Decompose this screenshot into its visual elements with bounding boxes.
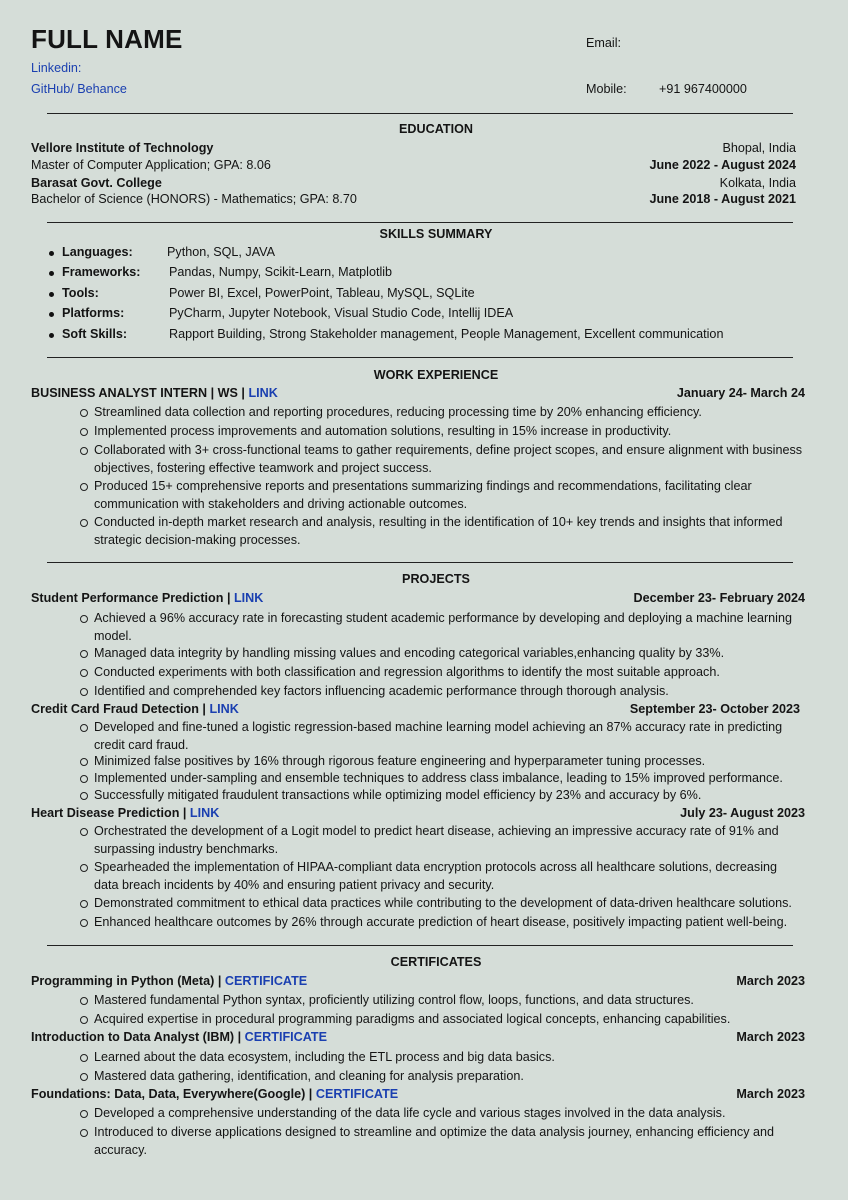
skill-label-platforms: Platforms: (62, 306, 125, 320)
education-degree: Master of Computer Application; GPA: 8.06 (31, 158, 271, 172)
list-item: Implemented under-sampling and ensemble techniques to address class imbalance, leading to 15% improved performance. (80, 770, 804, 788)
work-title: WORK EXPERIENCE (373, 368, 499, 382)
education-dates: June 2022 - August 2024 (649, 158, 796, 172)
bullet-dot-icon (49, 251, 54, 256)
list-item: Streamlined data collection and reporting procedures, reducing processing time by 20% enhancing efficiency. (80, 404, 804, 422)
work-role-text: BUSINESS ANALYST INTERN | WS | (31, 386, 249, 400)
education-dates: June 2018 - August 2021 (649, 192, 796, 206)
divider-work (47, 562, 793, 563)
skills-title: SKILLS SUMMARY (379, 227, 493, 241)
skill-value-frameworks: Pandas, Numpy, Scikit-Learn, Matplotlib (169, 265, 393, 279)
bullet-circle-icon (80, 1129, 88, 1137)
skill-value-languages: Python, SQL, JAVA (167, 245, 276, 259)
list-item: Spearheaded the implementation of HIPAA-compliant data encryption protocols across all healthcare solutions, decreasing data breach incidents by 40% and ensuring patient privacy and security. (80, 859, 804, 894)
list-item: Minimized false positives by 16% through rigorous feature engineering and hyperparameter tuning processes. (80, 753, 804, 771)
list-item: Acquired expertise in procedural programming paradigms and associated logical concepts, enhancing capabilities. (80, 1011, 804, 1029)
list-item: Implemented process improvements and automation solutions, resulting in 15% increase in productivity. (80, 423, 804, 441)
bullet-dot-icon (49, 312, 54, 317)
bullet-circle-icon (80, 900, 88, 908)
project-title: Credit Card Fraud Detection | LINK (31, 702, 239, 716)
project-link[interactable]: LINK (189, 806, 220, 820)
bullet-circle-icon (80, 758, 88, 766)
certificate-title: Introduction to Data Analyst (IBM) | CERTIFICATE (31, 1030, 327, 1044)
skill-label-tools: Tools: (62, 286, 99, 300)
project-dates: December 23- February 2024 (633, 591, 805, 605)
certificate-link[interactable]: CERTIFICATE (315, 1087, 399, 1101)
list-item: Successfully mitigated fraudulent transactions while optimizing model efficiency by 23% and accuracy by 6%. (80, 787, 804, 805)
list-item: Introduced to diverse applications designed to streamline and optimize the data analysis journey, enhancing efficiency and accuracy. (80, 1124, 804, 1159)
bullet-circle-icon (80, 1110, 88, 1118)
projects-title: PROJECTS (402, 572, 470, 586)
skill-label-languages: Languages: (62, 245, 133, 259)
bullet-circle-icon (80, 615, 88, 623)
bullet-circle-icon (80, 724, 88, 732)
work-role (31, 386, 278, 400)
skill-value-platforms: PyCharm, Jupyter Notebook, Visual Studio Code, Intellij IDEA (169, 306, 514, 320)
bullet-circle-icon (80, 483, 88, 491)
bullet-circle-icon (80, 1016, 88, 1024)
divider-projects (47, 945, 793, 946)
list-item: Conducted experiments with both classification and regression algorithms to identify the most suitable approach. (80, 664, 804, 682)
bullet-circle-icon (80, 1054, 88, 1062)
bullet-circle-icon (80, 1073, 88, 1081)
work-link[interactable]: LINK (248, 386, 278, 400)
education-degree: Bachelor of Science (HONORS) - Mathematics; GPA: 8.70 (31, 192, 357, 206)
skill-value-soft-skills: Rapport Building, Strong Stakeholder management, People Management, Excellent communication (169, 327, 724, 341)
certificate-title: Programming in Python (Meta) | CERTIFICATE (31, 974, 308, 988)
list-item: Learned about the data ecosystem, including the ETL process and big data basics. (80, 1049, 804, 1067)
list-item: Collaborated with 3+ cross-functional teams to gather requirements, define project scopes, and ensure alignment with business objectives, fostering effective teamwork and project success. (80, 442, 804, 477)
bullet-circle-icon (80, 828, 88, 836)
list-item: Identified and comprehended key factors influencing academic performance through thorough analysis. (80, 683, 804, 701)
mobile-value: +91 967400000 (659, 82, 747, 96)
project-link[interactable]: LINK (233, 591, 264, 605)
bullet-circle-icon (80, 775, 88, 783)
certificate-title: Foundations: Data, Data, Everywhere(Google) | CERTIFICATE (31, 1087, 399, 1101)
list-item: Achieved a 96% accuracy rate in forecasting student academic performance by developing and deploying a machine learning model. (80, 610, 804, 645)
divider-skills (47, 357, 793, 358)
certificate-dates: March 2023 (736, 1030, 805, 1044)
github-behance-link[interactable]: GitHub/ Behance (31, 82, 127, 96)
skill-label-frameworks: Frameworks: (62, 265, 141, 279)
list-item: Demonstrated commitment to ethical data practices while contributing to the development of data-driven healthcare solutions. (80, 895, 804, 913)
list-item: Enhanced healthcare outcomes by 26% through accurate prediction of heart disease, positively impacting patient well-being. (80, 914, 804, 932)
education-location: Kolkata, India (719, 176, 796, 190)
certificate-link[interactable]: CERTIFICATE (224, 974, 308, 988)
bullet-circle-icon (80, 428, 88, 436)
education-school: Barasat Govt. College (31, 176, 162, 190)
bullet-circle-icon (80, 688, 88, 696)
work-dates: January 24- March 24 (676, 386, 805, 400)
certificates-title: CERTIFICATES (390, 955, 482, 969)
list-item: Mastered fundamental Python syntax, proficiently utilizing control flow, loops, functions, and data structures. (80, 992, 804, 1010)
education-title: EDUCATION (399, 122, 473, 136)
full-name: FULL NAME (31, 24, 183, 54)
bullet-dot-icon (49, 271, 54, 276)
project-dates: September 23- October 2023 (629, 702, 800, 716)
bullet-circle-icon (80, 864, 88, 872)
bullet-dot-icon (49, 292, 54, 297)
bullet-dot-icon (49, 333, 54, 338)
education-location: Bhopal, India (722, 141, 796, 155)
list-item: Produced 15+ comprehensive reports and presentations summarizing findings and recommendations, facilitating clear communication with stakeholders and driving actionable outcomes. (80, 478, 804, 513)
bullet-circle-icon (80, 447, 88, 455)
project-title: Heart Disease Prediction | LINK (31, 806, 220, 820)
divider-header (47, 113, 793, 114)
bullet-circle-icon (80, 997, 88, 1005)
bullet-circle-icon (80, 919, 88, 927)
bullet-circle-icon (80, 669, 88, 677)
divider-education (47, 222, 793, 223)
project-title: Student Performance Prediction | LINK (31, 591, 264, 605)
bullet-circle-icon (80, 792, 88, 800)
project-dates: July 23- August 2023 (680, 806, 805, 820)
certificate-link[interactable]: CERTIFICATE (244, 1030, 327, 1044)
project-link[interactable]: LINK (209, 702, 239, 716)
linkedin-link[interactable]: Linkedin: (31, 61, 82, 75)
mobile-label: Mobile: (586, 82, 627, 96)
bullet-circle-icon (80, 650, 88, 658)
email-label: Email: (586, 36, 621, 50)
list-item: Orchestrated the development of a Logit model to predict heart disease, achieving an impressive accuracy rate of 91% and surpassing industry benchmarks. (80, 823, 804, 858)
list-item: Developed a comprehensive understanding of the data life cycle and various stages involved in the data analysis. (80, 1105, 804, 1123)
list-item: Mastered data gathering, identification, and cleaning for analysis preparation. (80, 1068, 804, 1086)
bullet-circle-icon (80, 519, 88, 527)
list-item: Conducted in-depth market research and analysis, resulting in the identification of 10+ key trends and insights that informed strategic decision-making processes. (80, 514, 804, 549)
list-item: Developed and fine-tuned a logistic regression-based machine learning model achieving an 87% accuracy rate in predicting credit card fraud. (80, 719, 804, 754)
bullet-circle-icon (80, 409, 88, 417)
education-school: Vellore Institute of Technology (31, 141, 214, 155)
list-item: Managed data integrity by handling missing values and encoding categorical variables,enhancing quality by 33%. (80, 645, 804, 663)
skill-label-soft-skills: Soft Skills: (62, 327, 128, 341)
skill-value-tools: Power BI, Excel, PowerPoint, Tableau, MySQL, SQLite (169, 286, 475, 300)
certificate-dates: March 2023 (736, 1087, 805, 1101)
certificate-dates: March 2023 (736, 974, 805, 988)
